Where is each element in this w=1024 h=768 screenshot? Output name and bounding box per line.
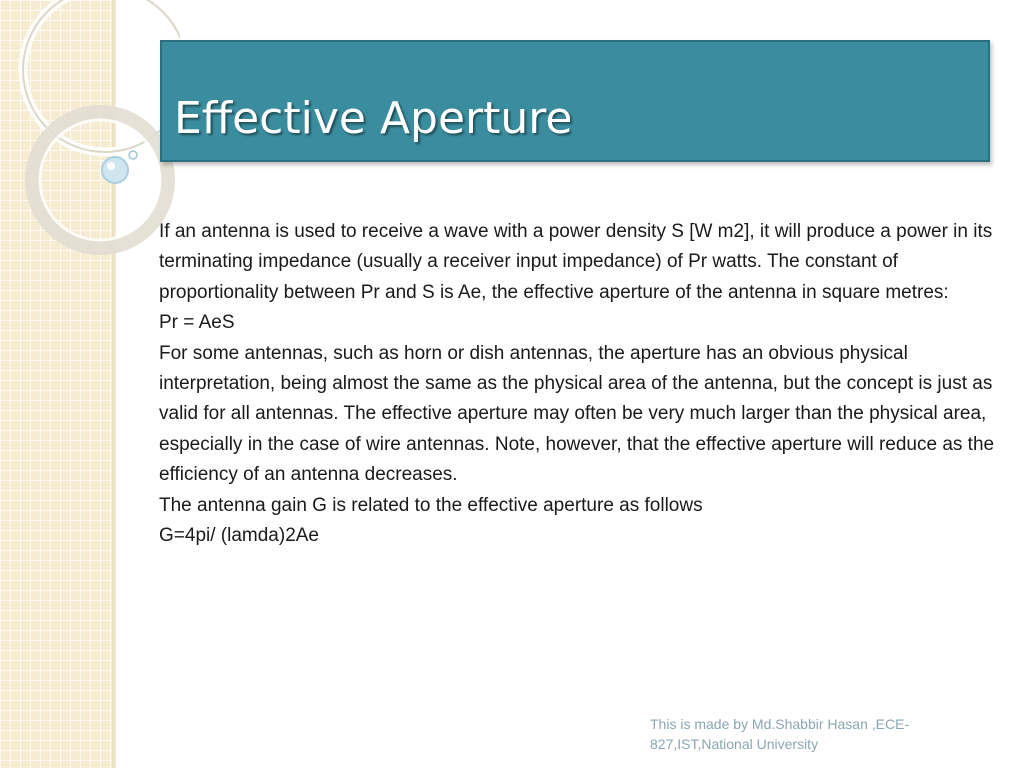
body-formula: G=4pi/ (lamda)2Ae	[159, 525, 319, 547]
slide-title: Effective Aperture	[174, 93, 573, 144]
footer-line: This is made by Md.Shabbir Hasan ,ECE-	[650, 716, 910, 732]
body-paragraph: If an antenna is used to receive a wave with a power density S [W m2], it will produce a power in its terminating impedance (usually a receiver input impedance) of Pr watts. The constant of proportionality between Pr and S is Ae, the effective aperture of the antenna in square metres:	[159, 221, 993, 303]
body-paragraph: For some antennas, such as horn or dish antennas, the aperture has an obvious physical interpretation, being almost the same as the physical area of the antenna, but the concept is just as valid for all antennas. The effective aperture may often be very much larger than the physical area, especially in the case of wire antennas. Note, however, that the effective aperture will reduce as the efficiency of an antenna decreases.	[159, 342, 995, 486]
body-formula: Pr = AeS	[159, 312, 235, 334]
body-paragraph: The antenna gain G is related to the effective aperture as follows	[159, 494, 703, 516]
title-banner	[160, 40, 990, 162]
slide-footer	[650, 714, 950, 754]
slide-body	[159, 217, 1009, 551]
decorative-rings-icon	[0, 0, 180, 300]
footer-line: 827,IST,National University	[650, 736, 819, 752]
